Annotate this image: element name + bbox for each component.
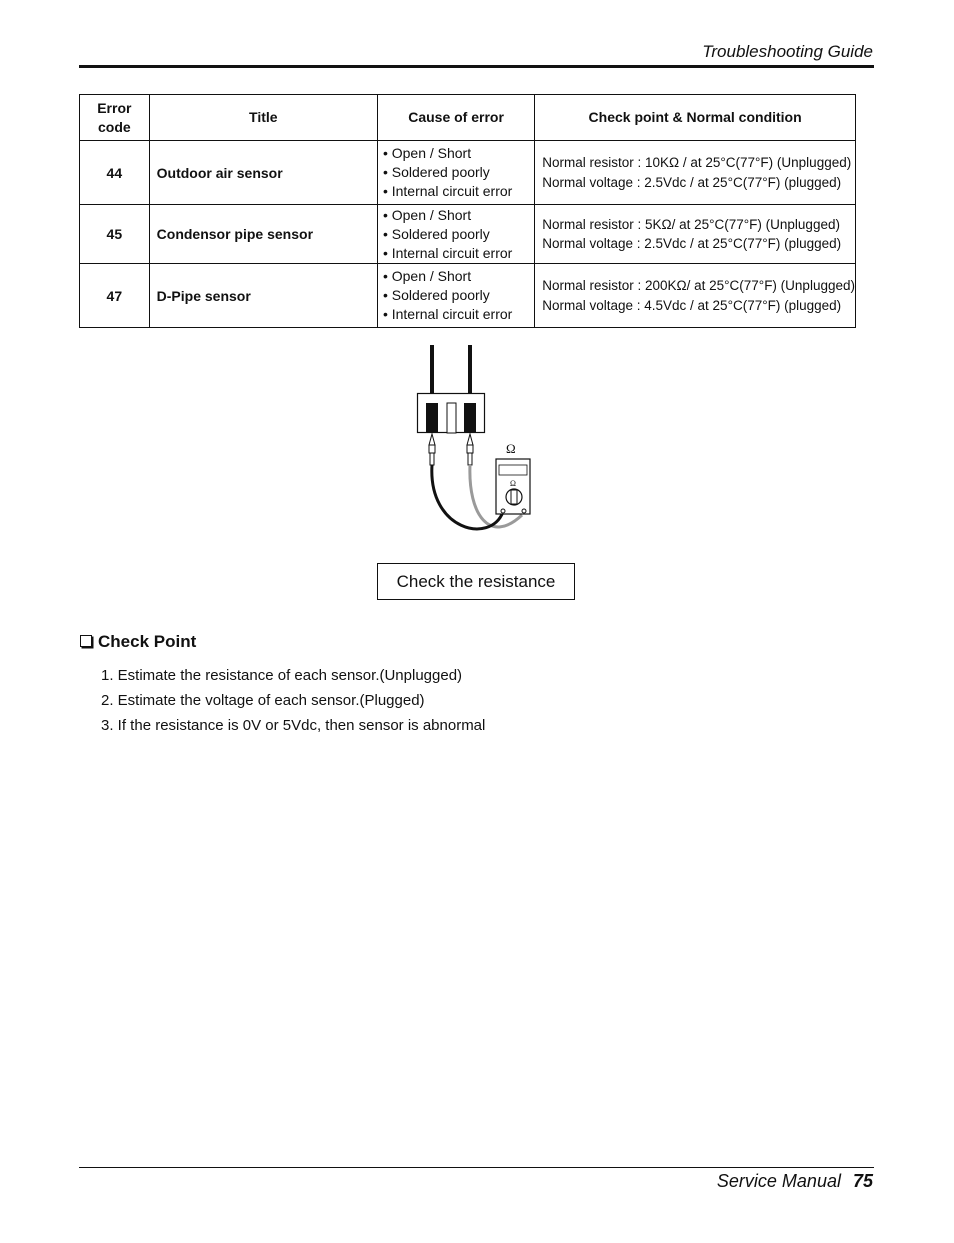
footer-divider [79, 1167, 874, 1168]
footer [717, 1171, 873, 1192]
list-item: 3. If the resistance is 0V or 5Vdc, then sensor is abnormal [101, 717, 486, 734]
cause-cell [377, 141, 534, 205]
normal-resistor-text: Normal resistor : 200KΩ/ at 25°C(77°F) (Unplugged) [542, 278, 855, 293]
cause-item: • Internal circuit error [382, 244, 513, 261]
check-point-steps [101, 663, 485, 738]
table-row [80, 264, 856, 328]
cause-item: • Open / Short [382, 268, 472, 284]
dial-ohm-symbol: Ω [510, 479, 516, 488]
normal-voltage-text: Normal voltage : 2.5Vdc / at 25°C(77°F) (plugged) [542, 174, 842, 190]
check-cell [535, 205, 856, 264]
cause-item: • Internal circuit error [382, 183, 513, 199]
table-row [80, 141, 856, 205]
cause-item: • Open / Short [382, 145, 472, 161]
cause-item: • Soldered poorly [382, 225, 490, 242]
list-item: 1. Estimate the resistance of each sensor.(Unplugged) [101, 667, 463, 684]
cause-item: • Soldered poorly [382, 164, 490, 180]
normal-voltage-text: Normal voltage : 2.5Vdc / at 25°C(77°F) (plugged) [542, 236, 842, 251]
table-row [80, 205, 856, 264]
table-header-row [80, 95, 856, 141]
column-header-cause: Cause of error [377, 95, 534, 141]
page-number: 75 [852, 1171, 873, 1191]
cause-item: • Internal circuit error [382, 306, 513, 322]
check-point-heading [80, 632, 196, 652]
cause-item: • Soldered poorly [382, 287, 490, 303]
ohm-symbol-label: Ω [506, 441, 516, 456]
cause-item: • Open / Short [382, 206, 472, 223]
diagram-caption: Check the resistance [377, 563, 575, 600]
sensor-wires [432, 345, 470, 393]
error-code-cell: 44 [80, 141, 150, 205]
check-cell [535, 141, 856, 205]
error-code-header-text: Error code [97, 99, 132, 135]
header-divider [79, 65, 874, 68]
error-code-cell: 47 [80, 264, 150, 328]
column-header-title: Title [149, 95, 377, 141]
cause-cell [377, 205, 534, 264]
title-cell: D-Pipe sensor [149, 264, 377, 328]
check-point-heading-text: Check Point [98, 632, 197, 651]
probe-icon [429, 434, 473, 465]
title-cell: Outdoor air sensor [149, 141, 377, 205]
header-title: Troubleshooting Guide [702, 42, 873, 61]
connector-icon [418, 394, 485, 434]
check-cell [535, 264, 856, 328]
error-code-table [79, 94, 856, 328]
footer-label: Service Manual [716, 1171, 841, 1191]
normal-resistor-text: Normal resistor : 10KΩ / at 25°C(77°F) (Unplugged) [542, 155, 852, 170]
normal-voltage-text: Normal voltage : 4.5Vdc / at 25°C(77°F) (plugged) [542, 297, 842, 313]
resistance-measurement-diagram [410, 340, 550, 545]
black-probe-cable [432, 465, 503, 529]
normal-resistor-text: Normal resistor : 5KΩ/ at 25°C(77°F) (Unplugged) [542, 216, 840, 232]
title-cell: Condensor pipe sensor [149, 205, 377, 264]
checkbox-icon [80, 635, 92, 647]
list-item: 2. Estimate the voltage of each sensor.(Plugged) [101, 692, 425, 709]
cause-cell [377, 264, 534, 328]
error-code-cell: 45 [80, 205, 150, 264]
column-header-check: Check point & Normal condition [535, 95, 856, 141]
column-header-error-code [80, 95, 150, 141]
